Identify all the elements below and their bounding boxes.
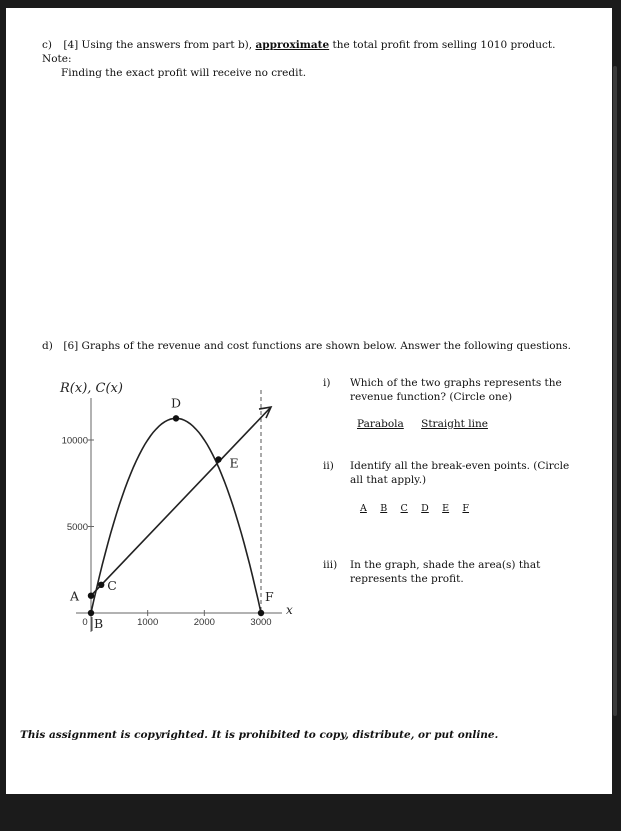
point-label-e: E [229,455,239,471]
x-axis-label: x [286,603,293,617]
question-ii [323,459,593,499]
y-tick-label: 5000 [66,522,88,533]
question-d-label: d) [42,340,53,352]
question-ii-text: Identify all the break-even points. (Circle all that apply.) [350,460,570,486]
option-e[interactable]: E [442,503,450,514]
question-c-text-after: the total profit from selling 1010 product. Note: [42,39,556,65]
question-iii-number: iii) [323,559,338,571]
question-c-line2: Finding the exact profit will receive no credit. [61,67,307,79]
option-b[interactable]: B [380,503,388,514]
x-tick-label: 2000 [193,617,215,628]
question-ii-options [360,502,479,514]
point-a [88,593,94,599]
x-tick-label: 0 [82,617,88,628]
point-d [173,415,179,421]
option-a[interactable]: A [360,503,367,514]
point-label-a: A [70,588,80,604]
point-c [98,582,104,588]
point-f [258,610,264,616]
cost-line [91,407,271,596]
question-i-number: i) [323,377,331,389]
point-label-d: D [171,395,182,411]
x-tick-label: 3000 [250,617,272,628]
question-c-text-before: [4] Using the answers from part b), [63,39,253,51]
x-tick-label: 1000 [137,617,159,628]
question-i-options [357,418,502,430]
option-c[interactable]: C [400,503,408,514]
option-straight-line[interactable]: Straight line [421,418,488,430]
point-label-f: F [265,589,274,604]
question-i [323,376,593,416]
question-i-text: Which of the two graphs represents the revenue function? (Circle one) [350,377,562,403]
question-iii-text: In the graph, shade the area(s) that represents the profit. [350,559,541,585]
option-d[interactable]: D [421,503,429,514]
question-d-text: [6] Graphs of the revenue and cost functions are shown below. Answer the following questions. [63,340,572,352]
question-c-emphasis: approximate [255,39,330,51]
question-c-label: c) [42,39,52,51]
y-tick-label: 10000 [61,435,88,447]
point-e [215,456,221,462]
option-parabola[interactable]: Parabola [357,418,404,430]
copyright-footer: This assignment is copyrighted. It is prohibited to copy, distribute, or put online. [20,729,499,741]
question-iii [323,558,593,598]
y-axis-label: R(x), C(x) [60,381,123,396]
point-label-c: C [107,577,117,593]
option-f[interactable]: F [462,503,470,514]
question-ii-number: ii) [323,460,334,472]
point-label-b: B [94,616,104,631]
